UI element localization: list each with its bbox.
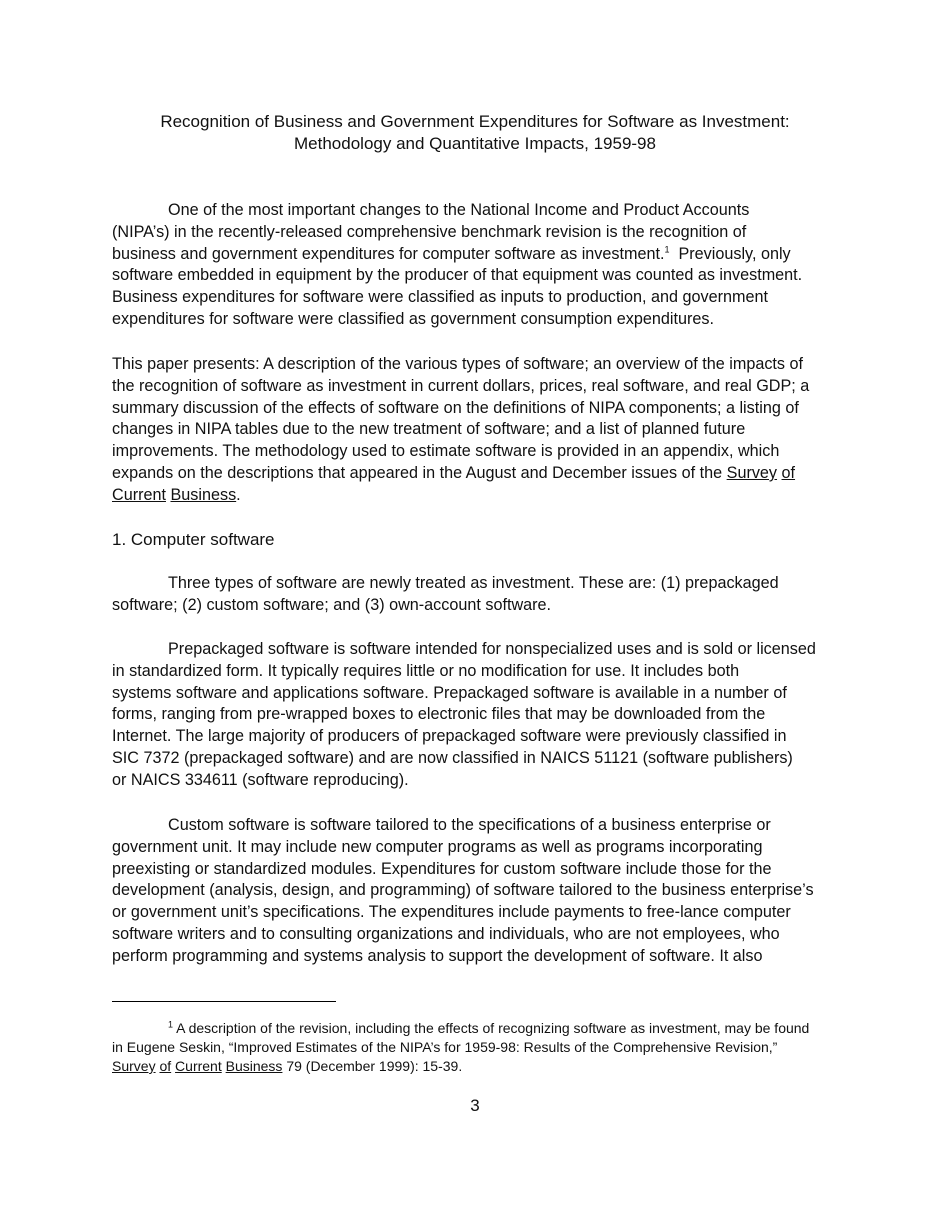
section-heading: 1. Computer software — [112, 530, 275, 549]
paragraph-line: summary discussion of the effects of software on the definitions of NIPA components; a listing of — [112, 398, 799, 417]
citation-of: of — [159, 1058, 172, 1074]
paragraph-line: preexisting or standardized modules. Expenditures for custom software include those for the — [112, 859, 772, 878]
paragraph-line: or government unit’s specifications. The expenditures include payments to free-lance computer — [112, 903, 791, 922]
page-number: 3 — [470, 1096, 480, 1115]
paragraph-line: development (analysis, design, and programming) of software tailored to the business enterprise’s — [112, 881, 814, 900]
citation-business: Business — [170, 485, 237, 504]
paragraph-line: systems software and applications software. Prepackaged software is available in a number of — [112, 683, 787, 702]
paragraph-line: or NAICS 334611 (software reproducing). — [112, 770, 409, 789]
citation-of: of — [781, 463, 796, 482]
paragraph-types — [112, 573, 838, 617]
paragraph-line: perform programming and systems analysis to support the development of software. It also — [112, 946, 763, 965]
paragraph-line: This paper presents: A description of the various types of software; an overview of the impacts of — [112, 355, 804, 373]
paragraph-line: Internet. The large majority of producers of prepackaged software were previously classified in — [112, 727, 787, 746]
paragraph-line: Prepackaged software is software intended for nonspecialized uses and is sold or licensed — [168, 640, 816, 658]
paragraph-line — [112, 244, 838, 266]
footnote-text: A description of the revision, including the effects of recognizing software as investment, may be found — [173, 1020, 810, 1036]
paragraph-line: software; (2) custom software; and (3) own-account software. — [112, 595, 552, 614]
citation-survey: Survey — [726, 463, 778, 482]
paragraph-line: (NIPA’s) in the recently-released comprehensive benchmark revision is the recognition of — [112, 222, 747, 241]
footnote-reference[interactable]: 1 — [664, 244, 670, 255]
paragraph-line: One of the most important changes to the National Income and Product Accounts — [168, 201, 750, 219]
footnote — [112, 1019, 842, 1076]
paragraph-line: the recognition of software as investment in current dollars, prices, real software, and real GDP; a — [112, 376, 810, 395]
footnote-text: 79 (December 1999): 15-39. — [282, 1058, 463, 1074]
paragraph-line: forms, ranging from pre-wrapped boxes to electronic files that may be downloaded from the — [112, 705, 766, 724]
paragraph-line: software writers and to consulting organizations and individuals, who are not employees, who — [112, 924, 780, 943]
footnote-line — [112, 1057, 842, 1076]
paragraph-text: business and government expenditures for computer software as investment. — [112, 244, 665, 263]
paragraph-intro — [112, 200, 838, 331]
paragraph-line: software embedded in equipment by the producer of that equipment was counted as investment. — [112, 266, 803, 285]
paragraph-custom — [112, 815, 838, 968]
document-title — [112, 111, 838, 155]
paragraph-line — [112, 463, 838, 485]
paragraph-line: Custom software is software tailored to the specifications of a business enterprise or — [168, 816, 771, 834]
citation-current: Current — [112, 485, 166, 504]
title-line-1: Recognition of Business and Government Expenditures for Software as Investment: — [160, 112, 790, 131]
paragraph-line: Three types of software are newly treated as investment. These are: (1) prepackaged — [168, 574, 779, 592]
citation-business: Business — [225, 1058, 283, 1074]
paragraph-line: Business expenditures for software were classified as inputs to production, and government — [112, 288, 768, 307]
paragraph-line: government unit. It may include new computer programs as well as programs incorporating — [112, 837, 763, 856]
paragraph-line: expenditures for software were classified as government consumption expenditures. — [112, 309, 714, 328]
title-line-2: Methodology and Quantitative Impacts, 1959-98 — [294, 134, 656, 153]
paragraph-text: . — [236, 485, 241, 504]
paragraph-prepackaged — [112, 639, 838, 792]
paragraph-line: improvements. The methodology used to estimate software is provided in an appendix, which — [112, 442, 780, 461]
paragraph-line: in standardized form. It typically requires little or no modification for use. It includes both — [112, 661, 740, 680]
paragraph-overview — [112, 354, 838, 507]
citation-current: Current — [175, 1058, 222, 1074]
citation-survey: Survey — [112, 1058, 156, 1074]
footnote-line — [112, 1019, 842, 1038]
paragraph-line — [112, 485, 838, 507]
footnote-divider — [112, 1001, 336, 1002]
paragraph-text: Previously, only — [669, 244, 791, 263]
footnote-line: in Eugene Seskin, “Improved Estimates of the NIPA’s for 1959-98: Results of the Comprehensive Revision,” — [112, 1039, 778, 1055]
paragraph-line: changes in NIPA tables due to the new treatment of software; and a list of planned future — [112, 420, 746, 439]
paragraph-text: expands on the descriptions that appeared in the August and December issues of the — [112, 463, 727, 482]
footnote-marker: 1 — [168, 1019, 174, 1030]
paragraph-line: SIC 7372 (prepackaged software) and are now classified in NAICS 51121 (software publishers) — [112, 748, 793, 767]
